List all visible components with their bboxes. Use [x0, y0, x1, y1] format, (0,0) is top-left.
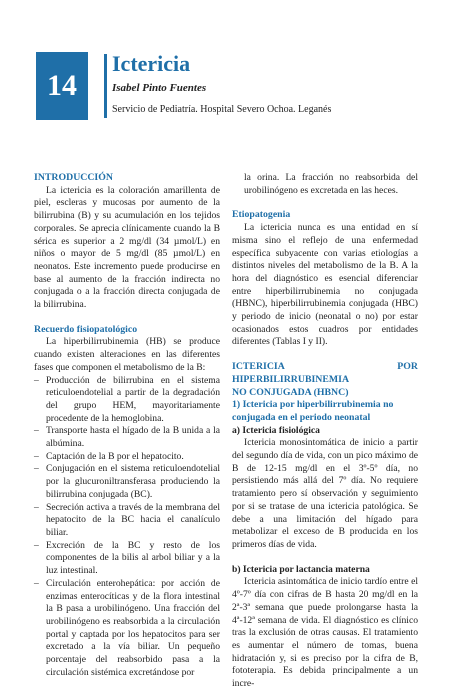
list-item: – Captación de la B por el hepatocito. [34, 450, 184, 462]
subheading-lactancia: b) Ictericia por lactancia materna [232, 563, 370, 575]
paragraph-fisiopatologia: La hiperbilirrubinemia (HB) se produce cuando existen alteraciones en las diferentes fases que componen el metabolismo de la B: [34, 336, 220, 373]
chapter-title: Ictericia [112, 51, 191, 76]
left-column [34, 172, 220, 679]
section-heading-hbnc-1: ICTERICIA POR HIPERBILIRRUBINEMIA [232, 361, 418, 385]
paragraph-continuation: la orina. La fracción no reabsorbida del urobilinógeno es excretada en las heces. [244, 172, 418, 196]
subheading-fisiologica: a) Ictericia fisiológica [232, 424, 320, 436]
paragraph-etiopatogenia: La ictericia nunca es una entidad en sí misma sino el reflejo de una enfermedad específica subyacente con varias etiologías a distintos niveles del metabolismo de la B. A la hora del diagnóstico es esencial diferenciar entre hiperbilirrubinemia no conjugada (HBNC), hiperbilirrubinemia conjugada (HBC) y periodo de inicio (neonatal o no) por estar ocasionados estos cuadros por entidades diferentes (Tablas I y II). [232, 222, 418, 348]
list-item: – Secreción activa a través de la membrana del hepatocito de la BC hacia el canalículo biliar. [34, 501, 220, 538]
subsection-heading-neonatal-1: 1) Ictericia por hiperbilirrubinemia no [232, 399, 394, 411]
paragraph-intro: La ictericia es la coloración amarillenta de piel, escleras y mucosas por aumento de la bilirrubina (B) y su acumulación en los tejidos corporales. Se aprecia clínicamente cuando la B sérica es superior a 2 mg/dl (34 µmol/L) en niños o mayor de 5 mg/dl (85 µmol/L) en neonatos. Este incremento puede producirse en base al aumento de la fracción indirecta no conjugada o a la fracción directa conjugada de la bilirrubina. [34, 184, 220, 311]
chapter-number-badge: 14 [36, 52, 88, 120]
author-affiliation: Servicio de Pediatría. Hospital Severo Ochoa. Leganés [112, 104, 332, 115]
list-item: – Conjugación en el sistema reticuloendotelial por la glucuroniltransferasa produciendo la bilirrubina conjugada (BC). [34, 463, 220, 500]
section-heading-fisiopatologia: Recuerdo fisiopatológico [34, 323, 138, 335]
list-item: – Circulación enterohepática: por acción de enzimas enterocíticas y de la flora intestinal la B pasa a urobilinógeno. Una fracción del urobilinógeno es reabsorbida a la circulación portal y captada por los hepatocitos para ser excretado a la vía biliar. Un pequeño porcentaje del reabsorbido pasa a la circulación sistémica excretándose por [34, 577, 220, 678]
metabolism-steps-list [34, 375, 220, 680]
section-heading-etiopatogenia: Etiopatogenia [232, 209, 291, 221]
header-divider [104, 54, 107, 118]
paragraph-lactancia: Ictericia asintomática de inicio tardío entre el 4º-7º día con cifras de B hasta 20 mg/dl en la 2ª-3ª semana que puede prolongarse hasta la 4ª-12ª semana de vida. El diagnóstico es clínico tras la exclusión de otras causas. El tratamiento es aumentar el número de tomas, buena hidratación y, si es preciso por la cifra de B, fototerapia. Es debida principalmente a un incre- [232, 576, 418, 690]
list-item: – Excreción de la BC y resto de los componentes de la bilis al arbol biliar y a la luz intestinal. [34, 539, 220, 577]
right-column [232, 172, 418, 691]
paragraph-fisiologica: Ictericia monosintomática de inicio a partir del segundo día de vida, con un pico máximo de B de 12-15 mg/dl en el 3º-5º día, no persistiendo más allá del 7º día. No requiere tratamiento pero sí observación y seguimiento por si se tratase de una ictericia patológica. Se debe a una limitación del hígado para metabolizar el exceso de B producida en los primeros días de vida. [232, 437, 418, 550]
author-name: Isabel Pinto Fuentes [112, 82, 207, 94]
list-item: – Transporte hasta el hígado de la B unida a la albúmina. [34, 425, 220, 450]
section-heading-introduccion: INTRODUCCIÓN [34, 172, 113, 183]
list-item: – Producción de bilirrubina en el sistema reticuloendotelial a partir de la degradación del grupo HEM, mayoritariamente procedente de la hemoglobina. [34, 374, 220, 424]
section-heading-hbnc-2: NO CONJUGADA (HBNC) [232, 386, 349, 398]
subsection-heading-neonatal-2: conjugada en el periodo neonatal [232, 411, 371, 423]
